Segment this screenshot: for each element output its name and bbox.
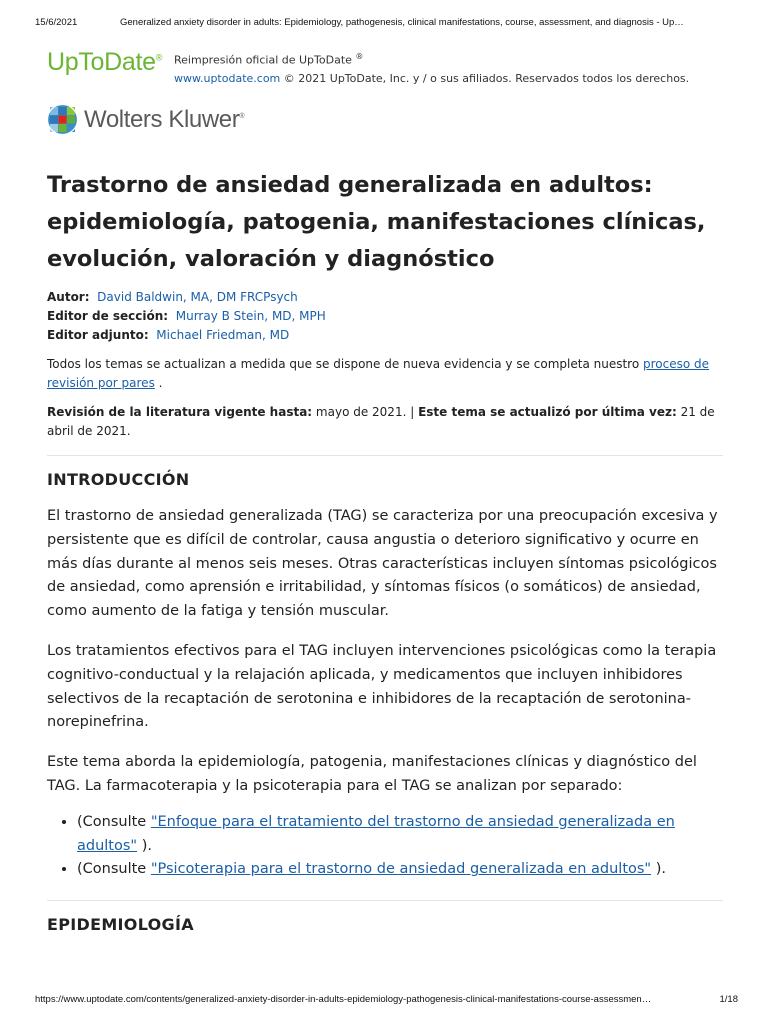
review-dates: Revisión de la literatura vigente hasta: mayo de 2021. | Este tema se actualizó por última vez: 21 de abril de 2021. [47, 405, 715, 438]
intro-heading: INTRODUCCIÓN [47, 470, 190, 489]
article-content [47, 167, 723, 934]
treatment-approach-link[interactable]: "Enfoque para el tratamiento del trastorno de ansiedad generalizada en adultos" [77, 813, 675, 854]
intro-paragraph-1: El trastorno de ansiedad generalizada (TAG) se caracteriza por una preocupación excesiva y persistente que es difícil de controlar, causa angustia o deterioro significativo y ocurre en más días durante al menos seis meses. Otras características incluyen síntomas psicológicos de ansiedad, como aprensión e irritabilidad, y síntomas físicos (o somáticos) de ansiedad, como aumento de la fatiga y tensión muscular. [47, 508, 718, 620]
article-credits [47, 288, 723, 345]
author-link[interactable]: David Baldwin, MA, DM FRCPsych [97, 290, 298, 304]
wolters-kluwer-logo: Wolters Kluwer® [47, 104, 244, 135]
psychotherapy-link[interactable]: "Psicoterapia para el trastorno de ansiedad generalizada en adultos" [150, 861, 652, 878]
intro-paragraph-2: Los tratamientos efectivos para el TAG incluyen intervenciones psicológicas como la terapia cognitivo-conductual y la relajación aplicada, y medicamentos que incluyen inhibidores selectivos de la recaptación de serotonina e inhibidores de la recaptación de serotonina-norepinefrina. [47, 642, 717, 731]
epidemiology-heading: EPIDEMIOLOGÍA [47, 915, 194, 935]
print-date: 15/6/2021 [35, 17, 78, 28]
deputy-editor-link[interactable]: Michael Friedman, MD [156, 328, 290, 342]
section-editor-link[interactable]: Murray B Stein, MD, MPH [175, 309, 326, 323]
section-divider [47, 455, 723, 456]
deputy-editor-label: Editor adjunto: [47, 328, 149, 342]
article-title: Trastorno de ansiedad generalizada en adultos: epidemiología, patogenia, manifestaciones clínicas, evolución, valoración y diagnóstico [47, 172, 706, 272]
reprint-line: Reimpresión oficial de UpToDate [174, 53, 352, 67]
peer-review-link[interactable]: proceso de revisión por pares [47, 357, 710, 390]
wolters-kluwer-globe-icon [47, 104, 78, 135]
brand-row [47, 48, 728, 88]
section-editor-label: Editor de sección: [47, 309, 169, 323]
site-link[interactable]: www.uptodate.com [174, 71, 281, 85]
page-number: 1/18 [719, 994, 738, 1005]
print-footer [35, 994, 738, 1005]
print-header [35, 17, 738, 28]
uptodate-logo: UpToDate® [47, 48, 163, 76]
author-label: Autor: [47, 290, 90, 304]
list-item: • (Consulte "Enfoque para el tratamiento del trastorno de ansiedad generalizada en adultos" ). [77, 811, 723, 859]
print-title: Generalized anxiety disorder in adults: Epidemiology, pathogenesis, clinical manifestations, course, assessment, and diagnosis - Up… [120, 17, 684, 28]
list-item: • (Consulte "Psicoterapia para el trastorno de ansiedad generalizada en adultos" ). [77, 858, 723, 882]
section-divider [47, 900, 723, 901]
update-note: Todos los temas se actualizan a medida que se dispone de nueva evidencia y se completa nuestro proceso de revisión por pares . [47, 357, 710, 390]
reference-list [47, 811, 723, 882]
print-url: https://www.uptodate.com/contents/generalized-anxiety-disorder-in-adults-epidemiology-pathogenesis-clinical-manifestations-course-assessmen… [35, 994, 652, 1005]
intro-paragraph-3: Este tema aborda la epidemiología, patogenia, manifestaciones clínicas y diagnóstico del TAG. La farmacoterapia y la psicoterapia para el TAG se analizan por separado: [47, 754, 697, 794]
copyright-text: © 2021 UpToDate, Inc. y / o sus afiliados. Reservados todos los derechos. [280, 71, 690, 85]
reprint-notice: Reimpresión oficial de UpToDate ® www.uptodate.com © 2021 UpToDate, Inc. y / o sus afiliados. Reservados todos los derechos. [174, 52, 690, 85]
